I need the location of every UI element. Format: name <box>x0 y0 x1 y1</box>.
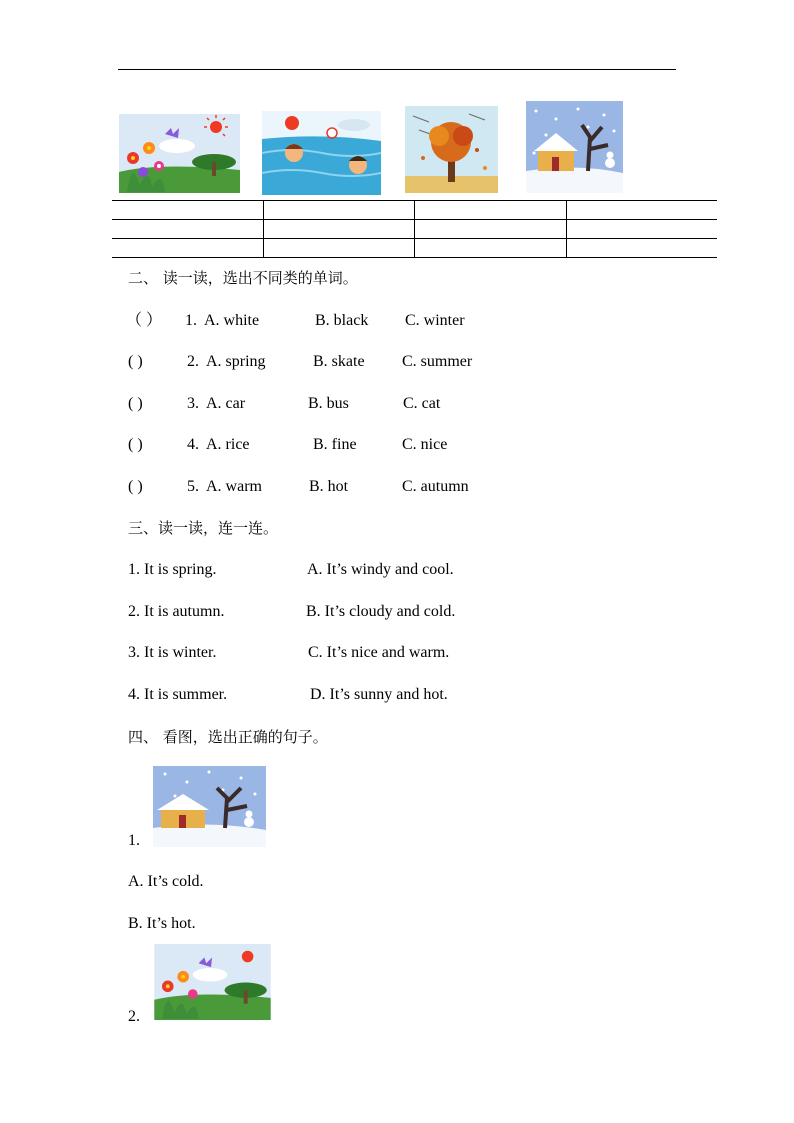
table-cell[interactable] <box>263 239 415 258</box>
answer-paren[interactable]: （ ） <box>126 312 163 329</box>
item-number: 1. <box>185 312 197 329</box>
section4-title: 四、 看图，选出正确的句子。 <box>128 728 328 746</box>
autumn-picture <box>405 106 498 193</box>
option-c: C. autumn <box>402 478 469 495</box>
answer-paren[interactable]: ( ) <box>128 436 143 453</box>
table-cell[interactable] <box>263 220 415 239</box>
option-a: A. white <box>204 312 260 329</box>
match-right[interactable]: B. It’s cloudy and cold. <box>306 603 456 620</box>
item-number: 2. <box>187 353 199 370</box>
item-number: 5. <box>187 478 199 495</box>
item-number: 3. <box>187 395 199 412</box>
option-b: B. fine <box>313 436 357 453</box>
option-b: B. bus <box>308 395 349 412</box>
table-row <box>112 239 717 258</box>
winter-question-picture <box>153 766 266 847</box>
section3-title: 三、读一读，连一连。 <box>128 519 279 537</box>
option-b: B. black <box>315 312 369 329</box>
table-cell[interactable] <box>112 201 263 220</box>
item-number: 4. <box>187 436 199 453</box>
answer-paren[interactable]: ( ) <box>128 395 143 412</box>
table-cell[interactable] <box>263 201 415 220</box>
option-c: C. nice <box>402 436 448 453</box>
question-1-number: 1. <box>128 832 140 849</box>
question-2-number: 2. <box>128 1008 140 1025</box>
match-left[interactable]: 2. It is autumn. <box>128 603 225 620</box>
table-cell[interactable] <box>566 201 717 220</box>
option-c: C. summer <box>402 353 473 370</box>
summer-picture <box>262 111 381 195</box>
option-b: B. hot <box>309 478 349 495</box>
table-cell[interactable] <box>566 220 717 239</box>
winter-picture <box>526 101 623 193</box>
table-cell[interactable] <box>112 239 263 258</box>
table-cell[interactable] <box>415 220 567 239</box>
header-rule <box>118 69 676 70</box>
table-row <box>112 201 717 220</box>
match-left[interactable]: 1. It is spring. <box>128 561 217 578</box>
match-left[interactable]: 3. It is winter. <box>128 644 217 661</box>
option-a: A. spring <box>206 353 266 370</box>
option-a: A. warm <box>206 478 262 495</box>
match-right[interactable]: A. It’s windy and cool. <box>307 561 454 578</box>
option-c: C. winter <box>405 312 465 329</box>
table-cell[interactable] <box>566 239 717 258</box>
section2-title: 二、 读一读，选出不同类的单词。 <box>128 269 358 287</box>
table-cell[interactable] <box>415 239 567 258</box>
match-right[interactable]: C. It’s nice and warm. <box>308 644 450 661</box>
answer-table <box>112 200 717 258</box>
spring-picture <box>119 114 240 193</box>
option-a: A. rice <box>206 436 250 453</box>
option-a: A. car <box>206 395 246 412</box>
option-b[interactable]: B. It’s hot. <box>128 915 196 932</box>
match-left[interactable]: 4. It is summer. <box>128 686 228 703</box>
option-a[interactable]: A. It’s cold. <box>128 873 204 890</box>
table-row <box>112 220 717 239</box>
table-cell[interactable] <box>112 220 263 239</box>
answer-paren[interactable]: ( ) <box>128 478 143 495</box>
option-b: B. skate <box>313 353 365 370</box>
option-c: C. cat <box>403 395 441 412</box>
table-cell[interactable] <box>415 201 567 220</box>
answer-paren[interactable]: ( ) <box>128 353 143 370</box>
spring-question-picture <box>153 944 272 1020</box>
match-right[interactable]: D. It’s sunny and hot. <box>310 686 448 703</box>
